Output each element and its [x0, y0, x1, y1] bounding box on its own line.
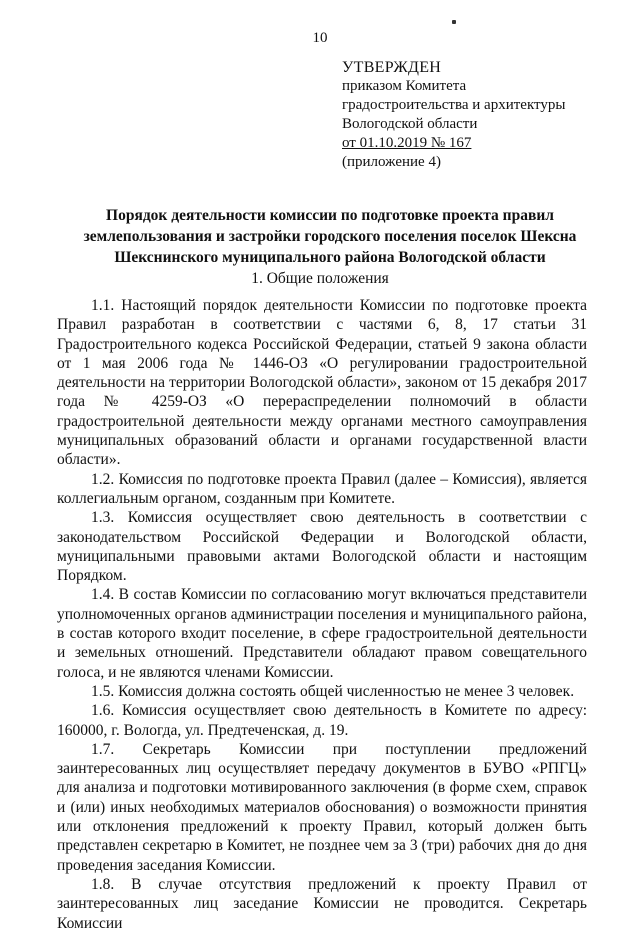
title-line: Порядок деятельности комиссии по подготовке проекта правил: [106, 207, 554, 224]
approval-line: Вологодской области: [342, 116, 478, 132]
paragraph: 1.6. Комиссия осуществляет свою деятельность в Комитете по адресу: 160000, г. Вологда, ул. Предтеченская, д. 19.: [57, 702, 587, 739]
paragraph: 1.4. В состав Комиссии по согласованию могут включаться представители уполномоченных органов администрации поселения и муниципального района, в состав которого входит поселение, в сфере градостроительной деятельности и земельных отношений. Представители обладают правом совещательного голоса, и не являются членами Комиссии.: [57, 586, 587, 681]
approval-stamp: [342, 58, 612, 172]
section-heading: 1. Общие положения: [251, 270, 389, 287]
approval-order-number: от 01.10.2019 № 167: [342, 135, 472, 151]
scan-mark: [452, 20, 456, 24]
page-number: 10: [312, 30, 328, 46]
approval-heading: УТВЕРЖДЕН: [342, 59, 442, 76]
paragraph: 1.5. Комиссия должна состоять общей численностью не менее 3 человек.: [91, 682, 575, 700]
paragraph: 1.7. Секретарь Комиссии при поступлении предложений заинтересованных лиц осуществляет передачу документов в БУВО «РПГЦ» для анализа и подготовки мотивированного заключения (в форме схем, справок и (или) иных необходимых материалов обоснования) о возможности принятия или отклонения предложений к проекту Правил, который должен быть представлен секретарю в Комитет, не позднее чем за 3 (три) рабочих дня до дня проведения заседания Комиссии.: [57, 740, 587, 874]
paragraph: 1.8. В случае отсутствия предложений к проекту Правил от заинтересованных лиц заседание Комиссии не проводится. Секретарь Комиссии: [57, 875, 587, 932]
approval-line: приказом Комитета: [342, 78, 467, 94]
title-line: землепользования и застройки городского поселения поселок Шексна: [83, 228, 577, 245]
document-body: [57, 296, 587, 933]
paragraph: 1.2. Комиссия по подготовке проекта Правил (далее – Комиссия), является коллегиальным органом, созданным при Комитете.: [57, 470, 587, 507]
title-line: Шекснинского муниципального района Вологодской области: [114, 249, 546, 266]
paragraph: 1.1. Настоящий порядок деятельности Комиссии по подготовке проекта Правил разработан в соответствии с частями 6, 8, 17 статьи 31 Градостроительного кодекса Российской Федерации, статьей 9 закона области от 1 мая 2006 года № 1446-ОЗ «О регулировании градостроительной деятельности на территории Вологодской области», законом от 15 декабря 2017 года № 4259-ОЗ «О перераспределении полномочий в области градостроительной деятельности между органами местного самоуправления муниципальных образований области и органами государственной власти области».: [57, 297, 587, 469]
document-title: [70, 205, 590, 268]
approval-line: градостроительства и архитектуры: [342, 97, 566, 113]
paragraph: 1.3. Комиссия осуществляет свою деятельность в соответствии с законодательством Российской Федерации и Вологодской области, муниципальными правовыми актами Вологодской области и настоящим Порядком.: [57, 509, 587, 585]
approval-line: (приложение 4): [342, 154, 441, 170]
